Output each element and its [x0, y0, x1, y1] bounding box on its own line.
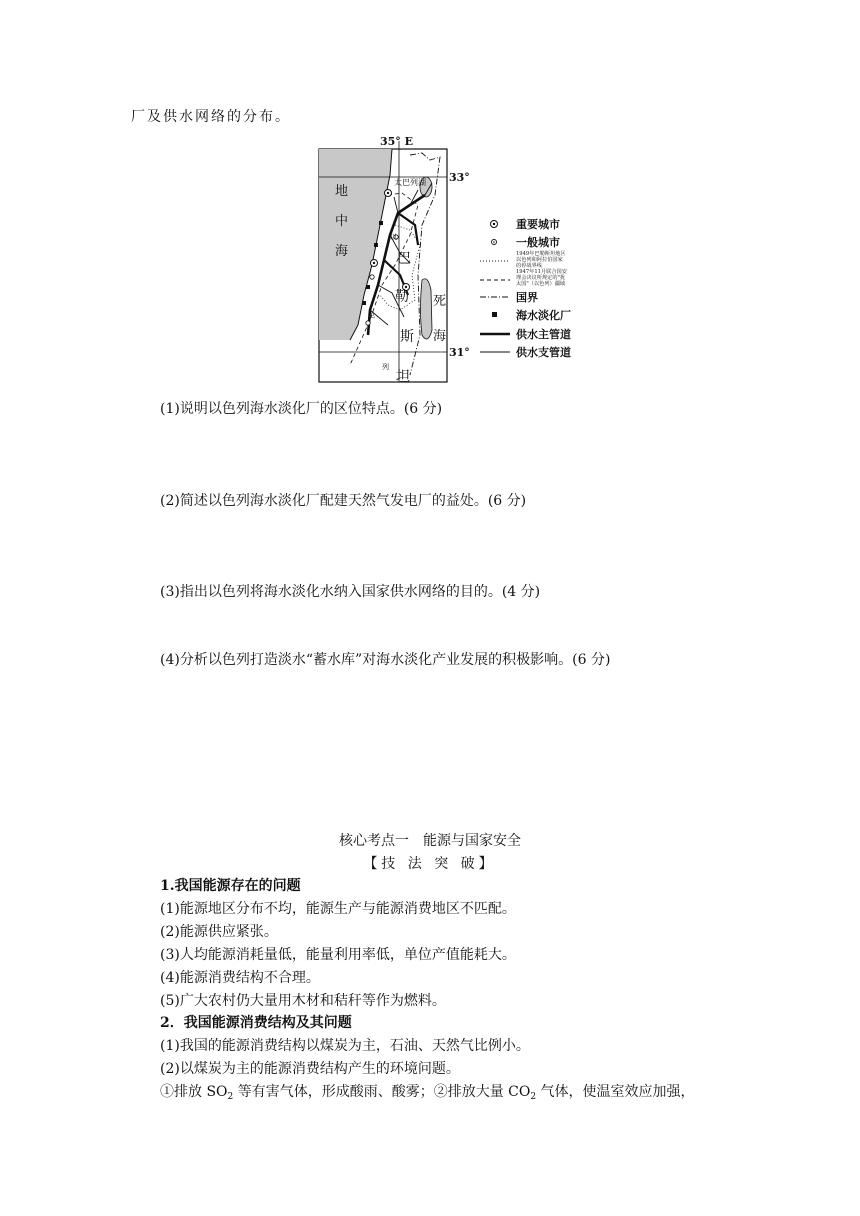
country-char-1: 巴	[397, 251, 411, 267]
small-label-1: 以	[390, 233, 397, 241]
small-label-2: 色	[368, 311, 375, 319]
legend-branch-pipe: 供水支管道	[516, 346, 571, 359]
sea-char-1: 地	[335, 184, 349, 199]
item-1-5: (5)广大农村仍大量用木材和秸秆等作为燃料。	[160, 993, 446, 1009]
small-label-3: 列	[382, 363, 389, 371]
map-legend	[480, 217, 571, 359]
svg-text:1949年巴勒斯坦地区 以色列和阿拉伯国家: 1949年巴勒斯坦地区 以色列和阿拉伯国家 的停战界线	[516, 251, 566, 269]
item-1-4: (4)能源消费结构不合理。	[160, 970, 320, 986]
question-2: (2)简述以色列海水淡化厂配建天然气发电厂的益处。(6 分)	[160, 493, 527, 509]
sea-char-2: 中	[335, 214, 349, 229]
sea-char-3: 海	[335, 244, 349, 259]
item-1-2: (2)能源供应紧张。	[160, 924, 278, 940]
dead-sea-char-2: 海	[433, 329, 447, 344]
svg-text:1947年11月联合国安 理会决议所规定的"犹: 1947年11月联合国安 理会决议所规定的"犹 太国"（以色列）疆域	[516, 269, 567, 287]
question-3: (3)指出以色列将海水淡化水纳入国家供水网络的目的。(4 分)	[160, 584, 541, 600]
dead-sea-char-1: 死	[433, 294, 447, 309]
lon-label: 35° E	[380, 135, 414, 148]
item-2-2: (2)以煤炭为主的能源消费结构产生的环境问题。	[160, 1061, 460, 1077]
lat-top-label: 33°	[449, 171, 470, 184]
country-char-2: 勒	[395, 289, 409, 305]
item-2-3: ①排放 $SO_2$ 等有害气体，形成酸雨、酸雾；②排放大量 $CO_2$ 气体，使温室效应加强，	[160, 1084, 695, 1102]
lat-bottom-label: 31°	[449, 346, 470, 359]
legend-desal: 海水淡化厂	[516, 309, 571, 322]
legend-border: 国界	[516, 291, 538, 304]
israel-desalination-map	[300, 135, 600, 385]
lake-label: 太巴列湖	[394, 178, 426, 187]
section-subtitle: 【技 法 突 破】	[363, 856, 497, 872]
question-4: (4)分析以色列打造淡水“蓄水库”对海水淡化产业发展的积极影响。(6 分)	[160, 652, 611, 668]
item-1-3: (3)人均能源消耗量低，能量利用率低，单位产值能耗大。	[160, 947, 516, 963]
country-char-4: 坦	[396, 369, 410, 385]
heading-2: 2．我国能源消费结构及其问题	[160, 1015, 352, 1031]
section-title: 核心考点一 能源与国家安全	[339, 833, 521, 849]
legend-city: 一般城市	[516, 236, 560, 249]
heading-1: 1.我国能源存在的问题	[160, 878, 301, 894]
legend-main-pipe: 供水主管道	[516, 328, 571, 341]
legend-major-city: 重要城市	[516, 218, 560, 231]
country-char-3: 斯	[400, 329, 414, 345]
question-1: (1)说明以色列海水淡化厂的区位特点。(6 分)	[160, 401, 443, 417]
item-1-1: (1)能源地区分布不均，能源生产与能源消费地区不匹配。	[160, 901, 516, 917]
intro-text: 厂及供水网络的分布。	[131, 109, 291, 125]
item-2-1: (1)我国的能源消费结构以煤炭为主，石油、天然气比例小。	[160, 1038, 530, 1054]
